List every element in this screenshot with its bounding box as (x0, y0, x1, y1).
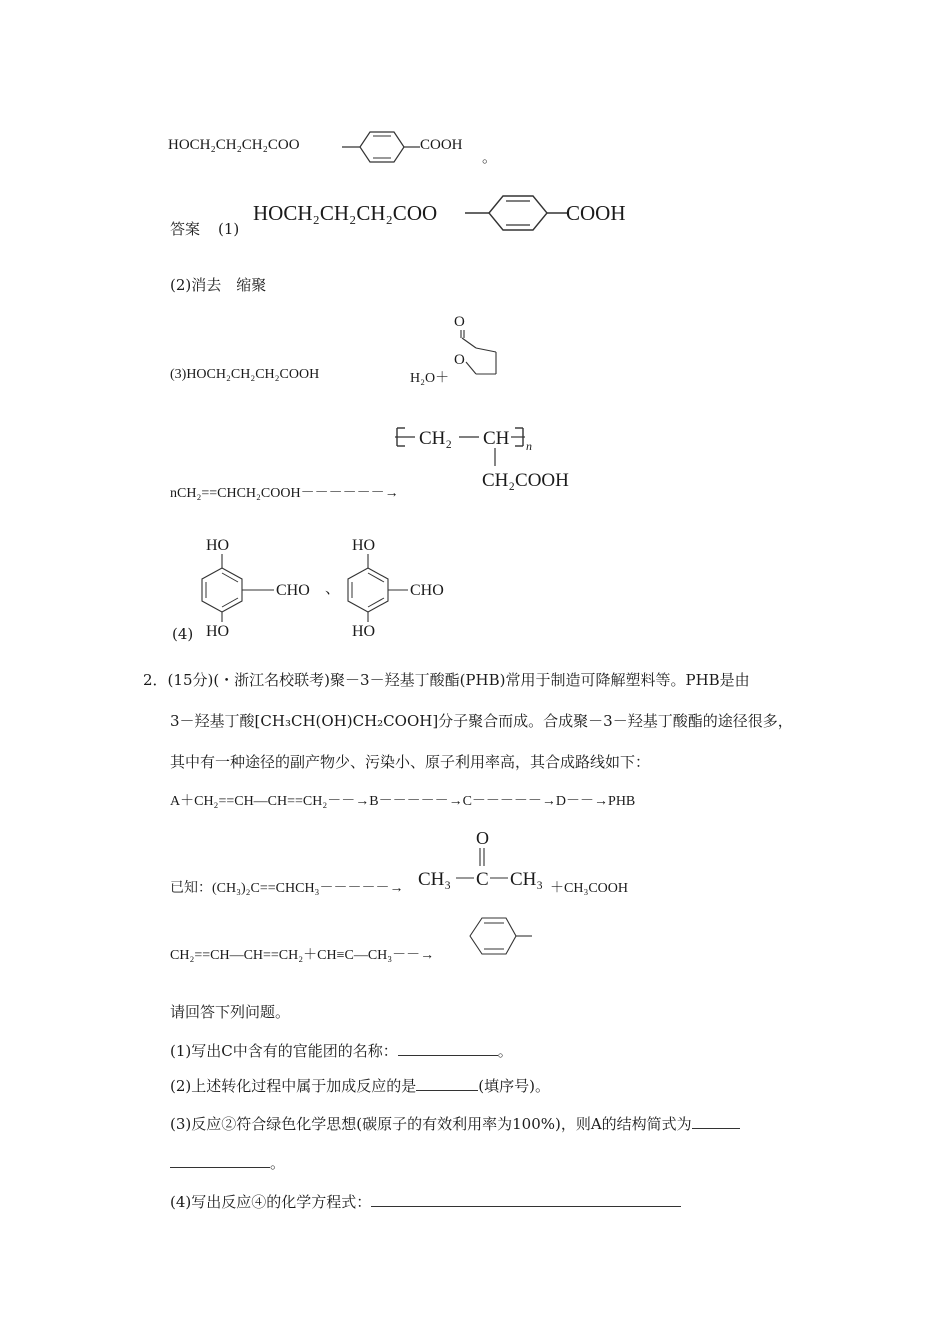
ketone-tail: ＋CH₃COOH (550, 881, 628, 896)
q2-sub1-text: (1)写出C中含有的官能团的名称： (170, 1042, 398, 1060)
q2-sub4-text: (4)写出反应④的化学方程式： (170, 1193, 372, 1211)
q2-sub2-blank[interactable] (416, 1076, 478, 1091)
q2-prompt: 请回答下列问题。 (170, 1003, 291, 1021)
q2-sub2-text: (2)上述转化过程中属于加成反应的是 (170, 1077, 417, 1095)
lactone-ring-icon (448, 310, 508, 390)
acetone-structure-icon (418, 824, 558, 894)
q4-ho-top-1: HO (206, 537, 230, 554)
q2-sub3-row (170, 1114, 740, 1134)
top-formula-end: 。 (482, 148, 498, 166)
q2-sub3-text: (3)反应②符合绿色化学思想(碳原子的有效利用率为100%)，则A的结构简式为 (170, 1115, 692, 1133)
q2-sub3-blank-a[interactable] (692, 1114, 740, 1129)
q2-line2: 3－羟基丁酸[CH₃CH(OH)CH₂COOH]分子聚合而成。合成聚－3－羟基丁酸酯的途径很多， (170, 712, 793, 730)
poly-n: n (526, 439, 532, 453)
q2-sub1-row (170, 1041, 513, 1061)
q2-route: A＋CH₂==CH—CH==CH₂－－→B－－－－－→C－－－－－→D－－→PHB (170, 794, 636, 809)
ketone-left: CH₃ (418, 869, 452, 890)
q4-cho-1: CHO (276, 582, 310, 599)
q4-cho-2: CHO (410, 582, 444, 599)
q2-sub1-end: 。 (497, 1042, 513, 1060)
ketone-right: CH₃ (510, 869, 544, 890)
q2-sub4-blank[interactable] (371, 1192, 681, 1207)
top-formula-right: COOH (420, 137, 463, 153)
lactone-o2: O (454, 352, 465, 368)
q2-line1: 2．(15分)(・浙江名校联考)聚－3－羟基丁酸酯(PHB)常用于制造可降解塑料等。PHB是由 (143, 671, 750, 689)
q2-sub2-row (170, 1076, 550, 1096)
answer-q3-left: (3)HOCH₂CH₂CH₂COOH (170, 367, 320, 382)
q2-sub3-row2 (170, 1153, 285, 1173)
answer-q1-num: (1) (218, 220, 240, 238)
top-benzene-ring-icon (342, 128, 422, 168)
q2-sub3-end: 。 (270, 1154, 286, 1172)
answer-q3-mid: H₂O＋ (410, 371, 450, 386)
q4-separator: 、 (325, 579, 341, 597)
diels-alder-reaction: CH₂==CH—CH==CH₂＋CH≡C—CH₃－－→ (170, 948, 435, 963)
q2-sub2-end: (填序号)。 (478, 1077, 550, 1095)
top-formula-left: HOCH₂CH₂CH₂COO (168, 137, 300, 153)
ketone-o: O (476, 828, 489, 848)
known-label: 已知：(CH₃)₂C==CHCH₃－－－－－→ (170, 881, 404, 896)
answer-q4-num: (4) (172, 625, 194, 643)
q2-sub1-blank[interactable] (398, 1041, 498, 1056)
poly-monomer: nCH₂==CHCH₂COOH－－－－－－→ (170, 486, 399, 501)
q4-ho-bottom-2: HO (352, 623, 376, 640)
q2-sub4-row (170, 1192, 681, 1212)
answer-benzene-ring-icon (465, 192, 575, 236)
q2-sub3-blank-b[interactable] (170, 1153, 270, 1168)
poly-chain-left: CH₂ (419, 428, 453, 449)
answer-q2: (2)消去 缩聚 (170, 276, 267, 294)
answer-q1-right: COOH (566, 201, 626, 225)
q4-ho-bottom-1: HO (206, 623, 230, 640)
poly-chain-right: CH (483, 428, 510, 449)
answer-q1-left: HOCH₂CH₂CH₂COO (253, 201, 438, 225)
dihydroxybenzaldehyde-icon-1 (200, 532, 330, 642)
lactone-o1: O (454, 314, 465, 330)
answer-label: 答案 (170, 220, 201, 238)
q4-ho-top-2: HO (352, 537, 376, 554)
ketone-mid: C (476, 869, 489, 890)
q2-line3: 其中有一种途径的副产物少、污染小、原子利用率高，其合成路线如下： (170, 753, 651, 771)
poly-side: CH₂COOH (482, 470, 569, 491)
methylcyclohexadiene-icon (458, 914, 538, 958)
dihydroxybenzaldehyde-icon-2 (346, 532, 476, 642)
